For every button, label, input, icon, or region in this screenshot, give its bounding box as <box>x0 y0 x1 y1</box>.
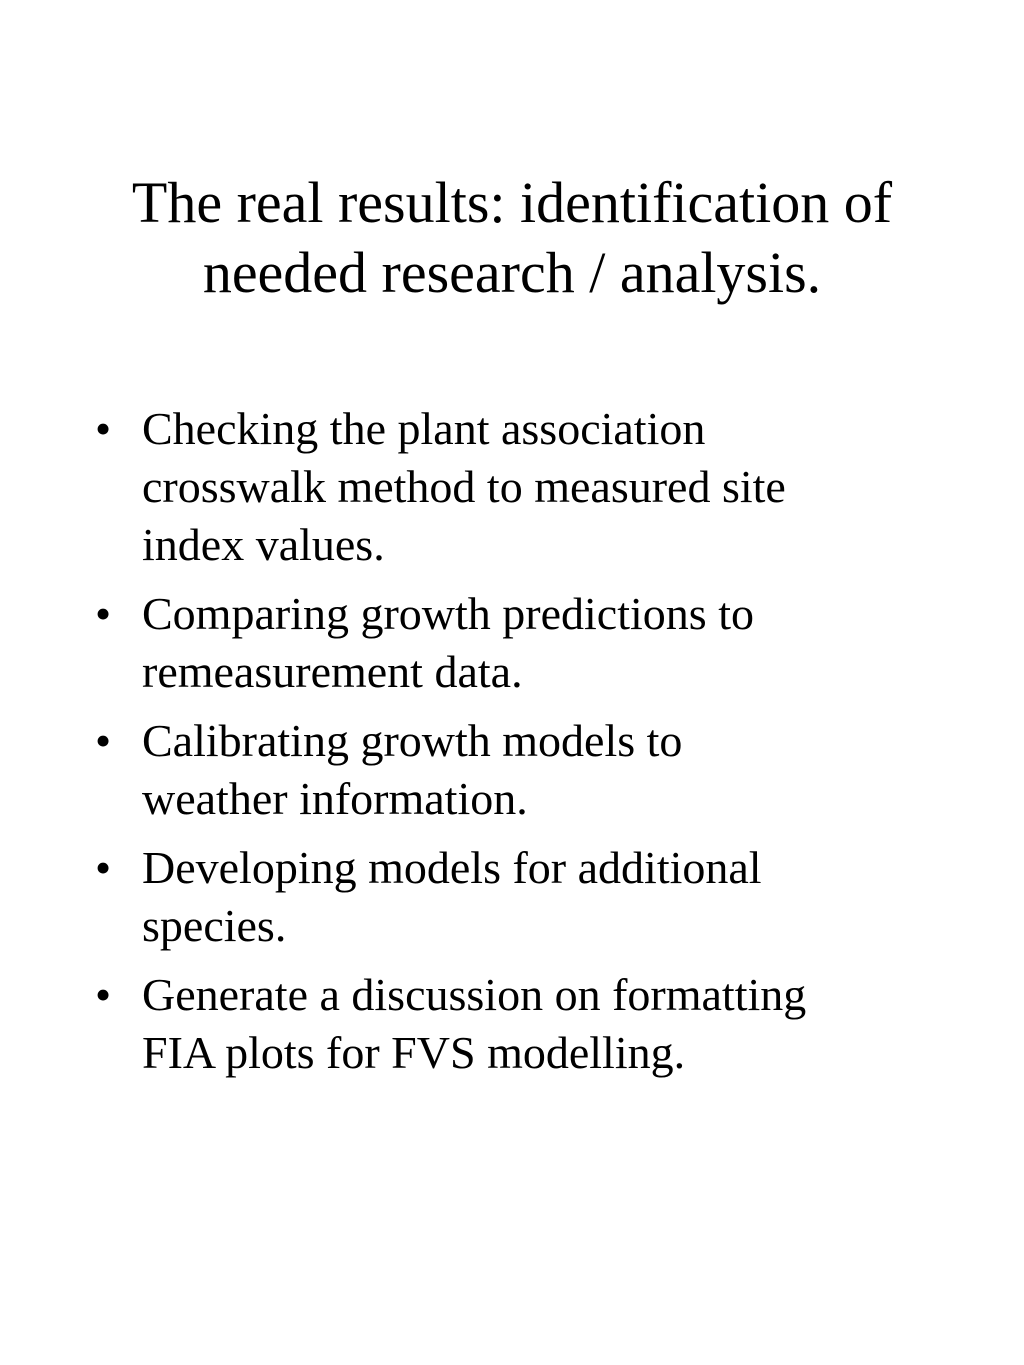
bullet-text-line: Checking the plant association <box>142 403 706 454</box>
bullet-item-growth-predictions <box>88 585 988 701</box>
bullet-item-calibrating-models <box>88 712 988 828</box>
bullet-icon: • <box>94 403 112 454</box>
bullet-text-line: index values. <box>142 519 385 570</box>
bullet-text-line: FIA plots for FVS modelling. <box>142 1027 686 1078</box>
bullet-icon: • <box>94 715 112 766</box>
slide-title <box>60 168 964 308</box>
bullet-text-line: Generate a discussion on formatting <box>142 969 807 1020</box>
bullet-text-line: weather information. <box>142 773 528 824</box>
bullet-icon: • <box>94 969 112 1020</box>
bullet-item-additional-species <box>88 839 988 955</box>
bullet-icon: • <box>94 842 112 893</box>
bullet-text-line: species. <box>142 900 287 951</box>
bullet-text-line: Developing models for additional <box>142 842 762 893</box>
bullet-icon: • <box>94 588 112 639</box>
slide-title-line: needed research / analysis. <box>202 240 822 305</box>
bullet-list <box>88 400 988 1093</box>
bullet-item-fia-plots <box>88 966 988 1082</box>
bullet-text-line: remeasurement data. <box>142 646 523 697</box>
bullet-text-line: Comparing growth predictions to <box>142 588 754 639</box>
bullet-item-site-index <box>88 400 988 574</box>
bullet-text-line: crosswalk method to measured site <box>142 461 786 512</box>
slide-title-line: The real results: identification of <box>131 170 893 235</box>
bullet-text-line: Calibrating growth models to <box>142 715 683 766</box>
